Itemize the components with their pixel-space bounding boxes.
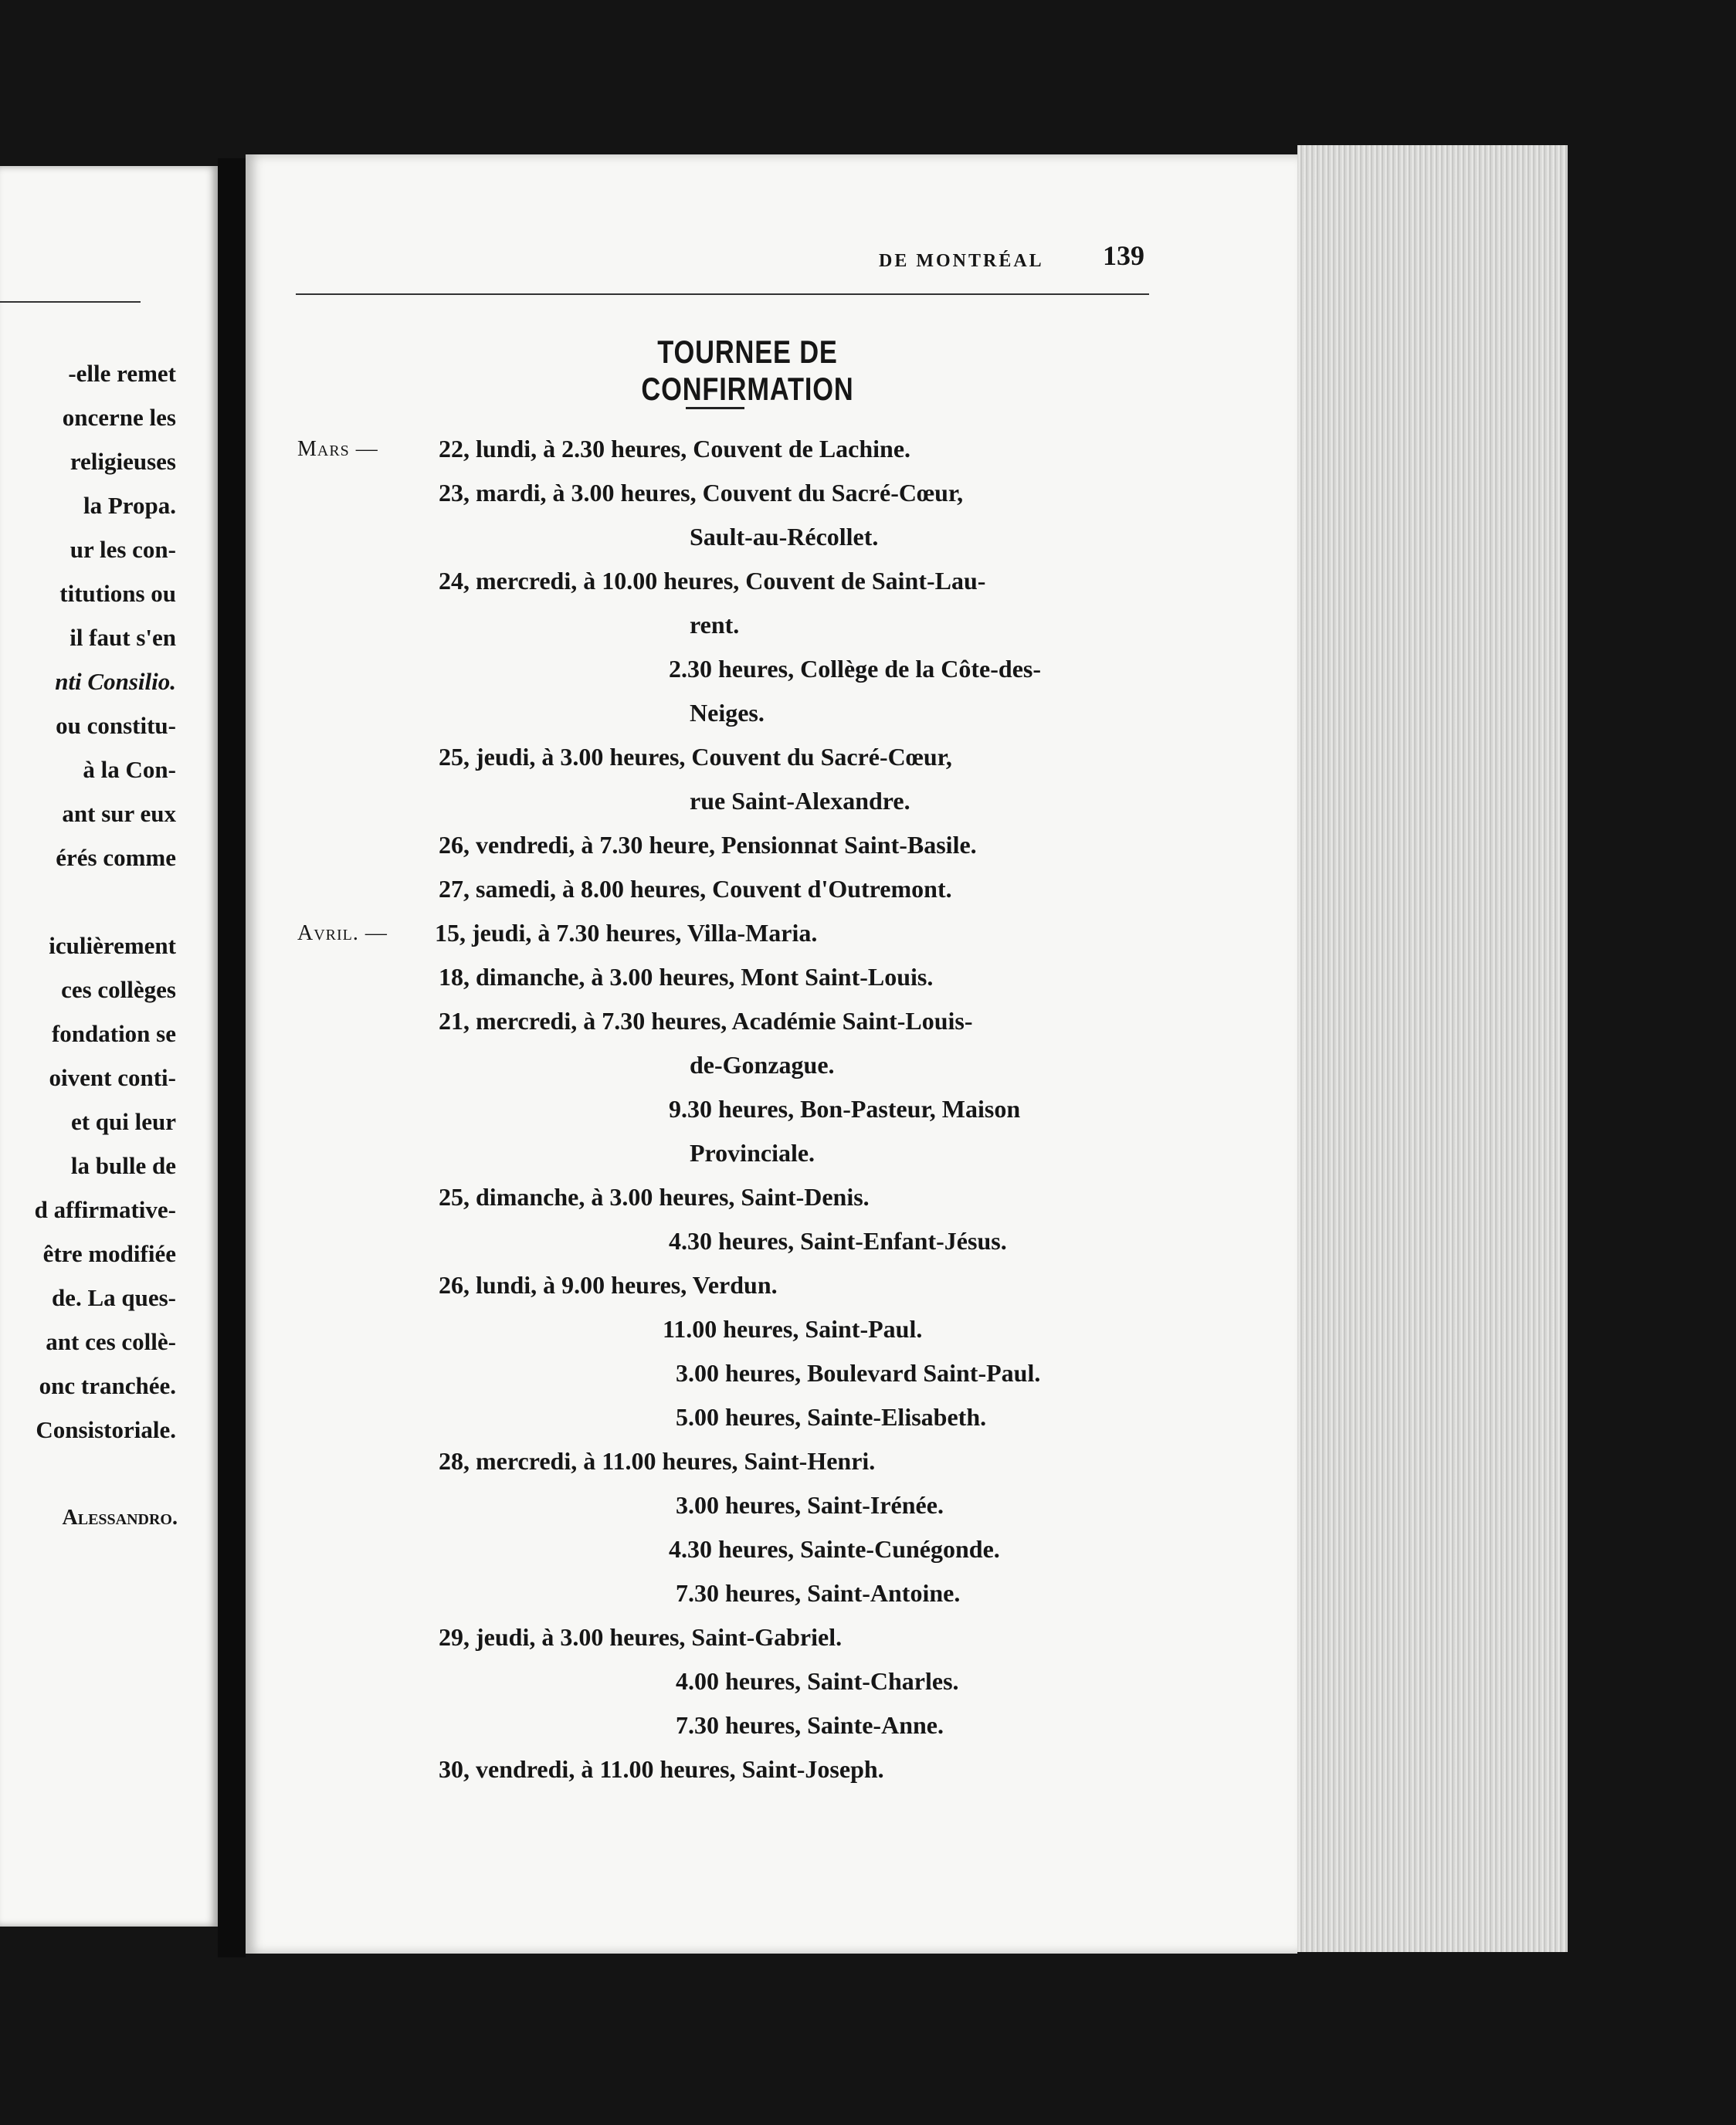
schedule-line: [246, 1439, 1297, 1483]
schedule-text: 5.00 heures, Sainte-Elisabeth.: [676, 1403, 987, 1431]
schedule-line: [246, 1263, 1297, 1307]
left-page-line: et qui leur: [70, 1108, 176, 1135]
left-page-line: religieuses: [70, 448, 176, 475]
schedule-text: 3.00 heures, Saint-Irénée.: [676, 1491, 944, 1519]
left-page-line: de. La ques-: [51, 1284, 176, 1311]
schedule-text: 4.00 heures, Saint-Charles.: [676, 1667, 959, 1695]
left-page-line: Alessandro.: [62, 1506, 178, 1530]
schedule-line: [246, 1043, 1297, 1087]
left-page-line: nti Consilio.: [55, 668, 176, 695]
left-page-line: ant ces collè-: [46, 1328, 176, 1355]
left-page-line: Consistoriale.: [36, 1416, 176, 1443]
schedule-line: [246, 1307, 1297, 1351]
schedule-text: 22, lundi, à 2.30 heures, Couvent de Lachine.: [439, 435, 911, 463]
confirmation-schedule: [246, 427, 1297, 1791]
schedule-line: [246, 1527, 1297, 1571]
schedule-line: [246, 999, 1297, 1043]
schedule-line: [246, 1571, 1297, 1615]
left-page-line: à la Con-: [83, 756, 176, 783]
schedule-text: 7.30 heures, Sainte-Anne.: [676, 1711, 944, 1739]
schedule-text: 26, lundi, à 9.00 heures, Verdun.: [439, 1271, 778, 1299]
schedule-line: [246, 735, 1297, 779]
schedule-line: [246, 427, 1297, 471]
left-page-line: oivent conti-: [49, 1064, 176, 1091]
schedule-line: [246, 1483, 1297, 1527]
schedule-text: 7.30 heures, Saint-Antoine.: [676, 1579, 961, 1607]
schedule-line: [246, 691, 1297, 735]
schedule-text: de-Gonzague.: [690, 1051, 835, 1079]
schedule-text: rent.: [690, 611, 740, 639]
schedule-line: [246, 1087, 1297, 1131]
schedule-line: [246, 603, 1297, 647]
schedule-line: [246, 1219, 1297, 1263]
left-page-rule: [0, 301, 141, 303]
month-label: Avril. —: [297, 921, 388, 945]
schedule-line: [246, 647, 1297, 691]
schedule-text: 9.30 heures, Bon-Pasteur, Maison: [669, 1095, 1021, 1123]
left-page-line: ur les con-: [70, 536, 176, 563]
book-gutter: [218, 158, 246, 1957]
right-page: [246, 154, 1297, 1954]
schedule-text: 4.30 heures, Sainte-Cunégonde.: [669, 1535, 1000, 1563]
schedule-line: [246, 1351, 1297, 1395]
schedule-text: 29, jeudi, à 3.00 heures, Saint-Gabriel.: [439, 1623, 843, 1651]
schedule-text: 18, dimanche, à 3.00 heures, Mont Saint-Louis.: [439, 963, 934, 991]
left-page-line: érés comme: [56, 844, 176, 871]
schedule-line: [246, 779, 1297, 823]
left-page-line: ou constitu-: [56, 712, 176, 739]
left-page-line: fondation se: [51, 1020, 176, 1047]
left-page: [0, 166, 218, 1927]
schedule-text: 11.00 heures, Saint-Paul.: [663, 1315, 923, 1343]
schedule-line: [246, 867, 1297, 911]
schedule-line: [246, 471, 1297, 515]
schedule-text: 26, vendredi, à 7.30 heure, Pensionnat Saint-Basile.: [439, 831, 977, 859]
left-page-line: d affirmative-: [34, 1196, 176, 1223]
schedule-text: 27, samedi, à 8.00 heures, Couvent d'Outremont.: [439, 875, 952, 903]
schedule-text: 24, mercredi, à 10.00 heures, Couvent de Saint-Lau-: [439, 567, 986, 595]
schedule-line: [246, 955, 1297, 999]
header-rule: [296, 293, 1149, 295]
schedule-text: Sault-au-Récollet.: [690, 523, 879, 551]
left-page-line: ant sur eux: [62, 800, 176, 827]
schedule-line: [246, 1747, 1297, 1791]
page-title: TOURNEE DE CONFIRMATION: [641, 334, 854, 407]
schedule-line: [246, 1659, 1297, 1703]
left-page-line: titutions ou: [59, 580, 176, 607]
left-page-line: -elle remet: [68, 360, 176, 387]
schedule-line: [246, 559, 1297, 603]
schedule-line: [246, 1175, 1297, 1219]
schedule-line: [246, 1703, 1297, 1747]
schedule-text: 28, mercredi, à 11.00 heures, Saint-Henri.: [439, 1447, 876, 1475]
schedule-text: 21, mercredi, à 7.30 heures, Académie Saint-Louis-: [439, 1007, 973, 1035]
schedule-line: [246, 515, 1297, 559]
title-rule: [686, 407, 744, 409]
schedule-text: 15, jeudi, à 7.30 heures, Villa-Maria.: [435, 919, 818, 947]
schedule-line: [246, 1615, 1297, 1659]
left-page-line: la Propa.: [83, 492, 176, 519]
schedule-text: 23, mardi, à 3.00 heures, Couvent du Sacré-Cœur,: [439, 479, 964, 507]
left-page-line: onc tranchée.: [39, 1372, 176, 1399]
left-page-line: [0, 879, 209, 924]
left-page-line: oncerne les: [62, 404, 176, 431]
schedule-text: Neiges.: [690, 699, 765, 727]
left-page-line: ces collèges: [61, 976, 176, 1003]
left-page-line: la bulle de: [70, 1152, 176, 1179]
schedule-text: 30, vendredi, à 11.00 heures, Saint-Joseph.: [439, 1755, 884, 1783]
left-page-text: [0, 351, 209, 1540]
schedule-text: 4.30 heures, Saint-Enfant-Jésus.: [669, 1227, 1007, 1255]
book-page-edges: [1297, 145, 1568, 1952]
schedule-text: 3.00 heures, Boulevard Saint-Paul.: [676, 1359, 1041, 1387]
left-page-line: [0, 1452, 209, 1496]
left-page-line: iculièrement: [49, 932, 176, 959]
schedule-text: 25, jeudi, à 3.00 heures, Couvent du Sacré-Cœur,: [439, 743, 952, 771]
schedule-line: [246, 911, 1297, 955]
schedule-line: [246, 1395, 1297, 1439]
schedule-text: rue Saint-Alexandre.: [690, 787, 910, 815]
schedule-line: [246, 823, 1297, 867]
running-head: DE MONTRÉAL: [879, 251, 1044, 271]
left-page-line: il faut s'en: [70, 624, 176, 651]
page-number: 139: [1103, 240, 1144, 271]
schedule-text: Provinciale.: [690, 1139, 815, 1167]
month-label: Mars —: [297, 437, 378, 461]
schedule-line: [246, 1131, 1297, 1175]
schedule-text: 25, dimanche, à 3.00 heures, Saint-Denis.: [439, 1183, 870, 1211]
schedule-text: 2.30 heures, Collège de la Côte-des-: [669, 655, 1041, 683]
left-page-line: être modifiée: [42, 1240, 176, 1267]
